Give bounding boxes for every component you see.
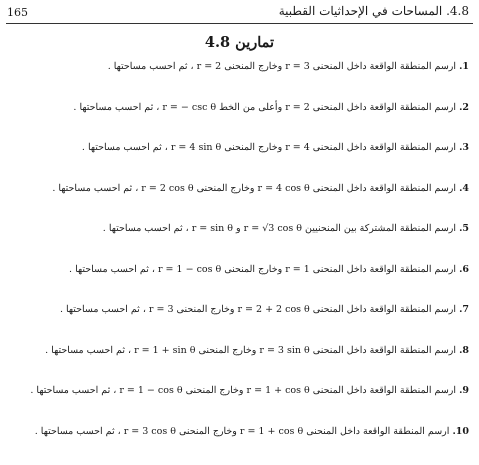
exercise-text: ارسم المنطقة الواقعة داخل المنحنى r = 4 وخارج المنحنى r = 4 sin θ ، ثم احسب مساحتها . [82,142,456,153]
exercise-item [9,182,469,223]
exercise-text: ارسم المنطقة الواقعة داخل المنحنى r = 2 وأعلى من الخط r = − csc θ ، ثم احسب مساحتها . [73,102,456,113]
exercise-number: 2. [459,102,469,113]
exercise-text: ارسم المنطقة الواقعة داخل المنحنى r = 1 + cos θ وخارج المنحنى r = 3 cos θ ، ثم احسب مساحتها . [35,426,450,437]
exercise-number: 3. [459,142,469,153]
exercise-list [9,60,469,465]
exercise-item [9,101,469,142]
exercise-item [9,263,469,304]
exercise-text: ارسم المنطقة الواقعة داخل المنحنى r = 1 وخارج المنحنى r = 1 − cos θ ، ثم احسب مساحتها . [69,264,456,275]
exercise-number: 1. [459,61,469,72]
exercise-number: 8. [459,345,469,356]
exercise-item [9,222,469,263]
exercise-text: ارسم المنطقة الواقعة داخل المنحنى r = 1 + cos θ وخارج المنحنى r = 1 − cos θ ، ثم احسب مساحتها . [30,385,456,396]
exercise-item [9,141,469,182]
exercise-text: ارسم المنطقة الواقعة داخل المنحنى r = 3 sin θ وخارج المنحنى r = 1 + sin θ ، ثم احسب مساحتها . [45,345,456,356]
exercise-item [9,303,469,344]
exercise-item [9,60,469,101]
exercise-number: 6. [459,264,469,275]
exercise-number: 9. [459,385,469,396]
exercise-item [9,425,469,465]
exercise-number: 7. [459,304,469,315]
page-number: 165 [7,6,28,19]
running-header: 4.8. المساحات في الإحداثيات القطبية [279,4,469,18]
exercise-number: 5. [459,223,469,234]
exercise-text: ارسم المنطقة المشتركة بين المنحنيين r = √3 cos θ و r = sin θ ، ثم احسب مساحتها . [103,223,456,234]
exercise-number: 10. [452,426,469,437]
exercise-text: ارسم المنطقة الواقعة داخل المنحنى r = 4 cos θ وخارج المنحنى r = 2 cos θ ، ثم احسب مساحتها . [52,183,456,194]
exercise-item [9,384,469,425]
exercise-text: ارسم المنطقة الواقعة داخل المنحنى r = 2 + 2 cos θ وخارج المنحنى r = 3 ، ثم احسب مساحتها . [60,304,456,315]
exercise-text: ارسم المنطقة الواقعة داخل المنحنى r = 3 وخارج المنحنى r = 2 ، ثم احسب مساحتها . [108,61,456,72]
section-title: تمارين 4.8 [0,34,479,51]
exercise-item [9,344,469,385]
header-rule [6,23,473,24]
exercise-number: 4. [459,183,469,194]
